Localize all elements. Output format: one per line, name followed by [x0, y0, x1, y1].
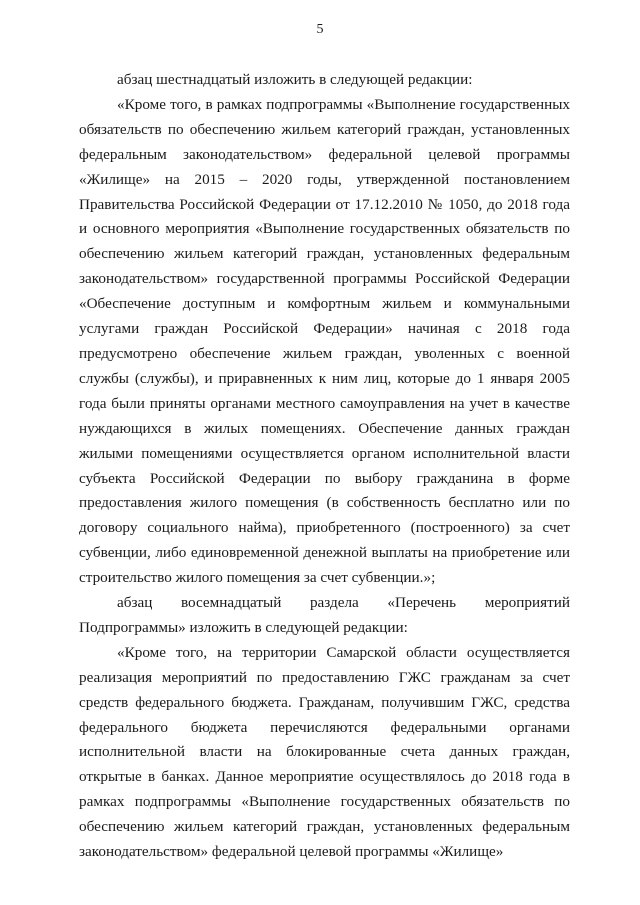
paragraph-gzhs-samara: «Кроме того, на территории Самарской области осуществляется реализация мероприятий по предоставлению ГЖС гражданам за счет средств федерального бюджета. Гражданам, получившим ГЖС, средства федерального бюджета перечисляются федеральными органами исполнительной власти на блокированные счета данных граждан, открытые в банках. Данное мероприятие осуществлялось до 2018 года в рамках подпрограммы «Выполнение государственных обязательств по обеспечению жильем категорий граждан, установленных федеральным законодательством» федеральной целевой программы «Жилище» — [79, 643, 570, 861]
page-number: 5 — [316, 22, 324, 37]
paragraph-housing-obligations: «Кроме того, в рамках подпрограммы «Выполнение государственных обязательств по обеспечению жильем категорий граждан, установленных федеральным законодательством» федеральной целевой программы «Жилище» на 2015 – 2020 годы, утвержденной постановлением Правительства Российской Федерации от 17.12.2010 № 1050, до 2018 года и основного мероприятия «Выполнение государственных обязательств по обеспечению жильем категорий граждан, установленных федеральным законодательством» государственной программы Российской Федерации «Обеспечение доступным и комфортным жильем и коммунальными услугами граждан Российской Федерации» начиная с 2018 года предусмотрено обеспечение жильем граждан, уволенных с военной службы (службы), и приравненных к ним лиц, которые до 1 января 2005 года были приняты органами местного самоуправления на учет в качестве нуждающихся в жилых помещениях. Обеспечение данных граждан жилыми помещениями осуществляется органом исполнительной власти субъекта Российской Федерации по выбору гражданина в форме предоставления жилого помещения (в собственность бесплатно или по договору социального найма), приобретенного (построенного) за счет субвенции, либо единовременной денежной выплаты на приобретение или строительство жилого помещения за счет субвенции.»; — [79, 95, 570, 587]
paragraph-amendment-18: абзац восемнадцатый раздела «Перечень мероприятий Подпрограммы» изложить в следующей редакции: — [79, 594, 570, 636]
paragraph-amendment-16: абзац шестнадцатый изложить в следующей редакции: — [117, 71, 473, 88]
document-body — [79, 68, 570, 865]
